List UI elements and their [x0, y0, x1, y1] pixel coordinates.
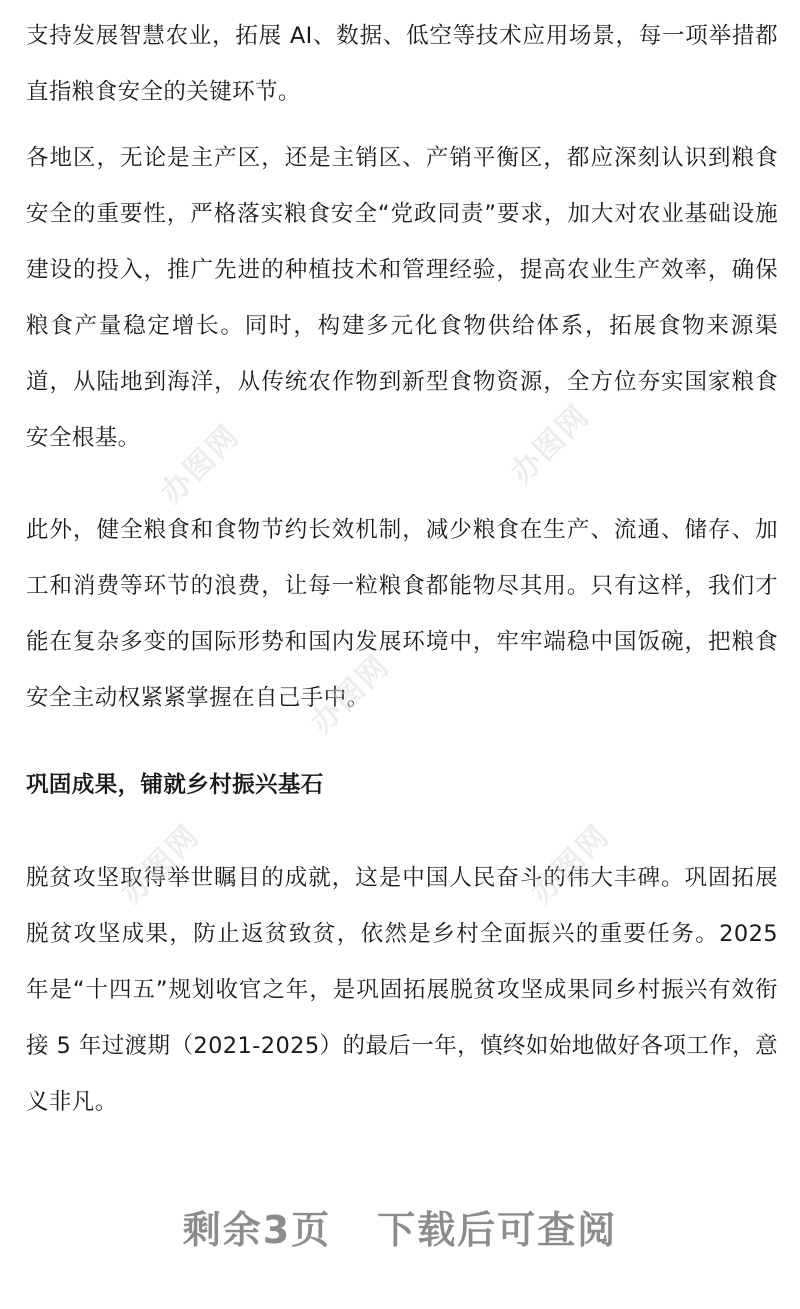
- remaining-pages-label: 剩余3页: [182, 1208, 332, 1252]
- paragraph: 支持发展智慧农业，拓展 AI、数据、低空等技术应用场景，每一项举措都直指粮食安全的关键环节。: [26, 23, 778, 105]
- watermark-text: 办图网: [304, 648, 397, 741]
- watermark-text: 办图网: [504, 398, 597, 491]
- watermark-text: 办图网: [154, 418, 247, 511]
- watermark-text: 办图网: [524, 818, 617, 911]
- paragraph: 脱贫攻坚取得举世瞩目的成就，这是中国人民奋斗的伟大丰碑。巩固拓展脱贫攻坚成果，防止返贫致贫，依然是乡村全面振兴的重要任务。2025 年是“十四五”规划收官之年，是巩固拓展脱贫攻坚成果同乡村振兴有效衔接 5 年过渡期（2021-2025）的最后一年，慎终如始地做好各项工作，意义非凡。: [26, 865, 778, 1115]
- section-heading: 巩固成果，铺就乡村振兴基石: [26, 772, 324, 798]
- paragraph: 各地区，无论是主产区，还是主销区、产销平衡区，都应深刻认识到粮食安全的重要性，严格落实粮食安全“党政同责”要求，加大对农业基础设施建设的投入，推广先进的种植技术和管理经验，提高农业生产效率，确保粮食产量稳定增长。同时，构建多元化食物供给体系，拓展食物来源渠道，从陆地到海洋，从传统农作物到新型食物资源，全方位夯实国家粮食安全根基。: [26, 145, 778, 451]
- download-hint-label: 下载后可查阅: [377, 1208, 618, 1252]
- download-prompt[interactable]: [0, 1200, 800, 1260]
- paragraph: 此外，健全粮食和食物节约长效机制，减少粮食在生产、流通、储存、加工和消费等环节的浪费，让每一粒粮食都能物尽其用。只有这样，我们才能在复杂多变的国际形势和国内发展环境中，牢牢端稳中国饭碗，把粮食安全主动权紧紧掌握在自己手中。: [26, 517, 778, 711]
- watermark-text: 办图网: [114, 818, 207, 911]
